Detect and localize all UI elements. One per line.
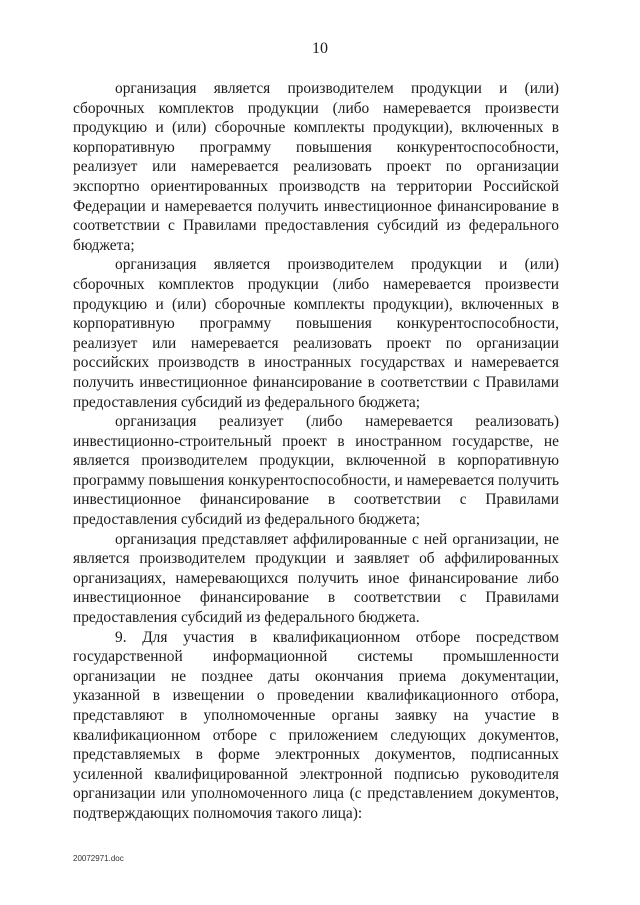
paragraph-foreign-production: организация является производителем продукции и (или) сборочных комплектов продукции (либо намеревается произвести продукцию и (или) сборочные комплекты продукции), включенных в корпоративную программу повышения конкурентоспособности, реализует или намеревается реализовать проект по организации российских производств в иностранных государствах и намеревается получить инвестиционное финансирование в соответствии с Правилами предоставления субсидий из федерального бюджета; xyxy=(73,256,559,411)
paragraph-construction-project: организация реализует (либо намеревается реализовать) инвестиционно-строительный проект в иностранном государстве, не является производителем продукции, включенной в корпоративную программу повышения конкурентоспособности, и намеревается получить инвестиционное финансирование в соответствии с Правилами предоставления субсидий из федерального бюджета; xyxy=(73,413,559,529)
document-file-name: 20072971.doc xyxy=(73,854,124,863)
paragraph-affiliated-organizations: организация представляет аффилированные с ней организации, не является производителем продукции и заявляет об аффилированных организациях, намеревающихся получить иное финансирование либо инвестиционное финансирование в соответствии с Правилами предоставления субсидий из федерального бюджета. xyxy=(73,530,559,627)
document-body xyxy=(73,79,559,824)
paragraph-export-production: организация является производителем продукции и (или) сборочных комплектов продукции (либо намеревается произвести продукцию и (или) сборочные комплекты продукции), включенных в корпоративную программу повышения конкурентоспособности, реализует или намеревается реализовать проект по организации экспортно ориентированных производств на территории Российской Федерации и намеревается получить инвестиционное финансирование в соответствии с Правилами предоставления субсидий из федерального бюджета; xyxy=(73,80,559,254)
paragraph-item-9-application: 9. Для участия в квалификационном отборе посредством государственной информационной системы промышленности организации не позднее даты окончания приема документации, указанной в извещении о проведении квалификационного отбора, представляют в уполномоченные органы заявку на участие в квалификационном отборе с приложением следующих документов, представляемых в форме электронных документов, подписанных усиленной квалифицированной электронной подписью руководителя организации или уполномоченного лица (с представлением документов, подтверждающих полномочия такого лица): xyxy=(73,628,559,822)
page-number: 10 xyxy=(312,40,328,57)
